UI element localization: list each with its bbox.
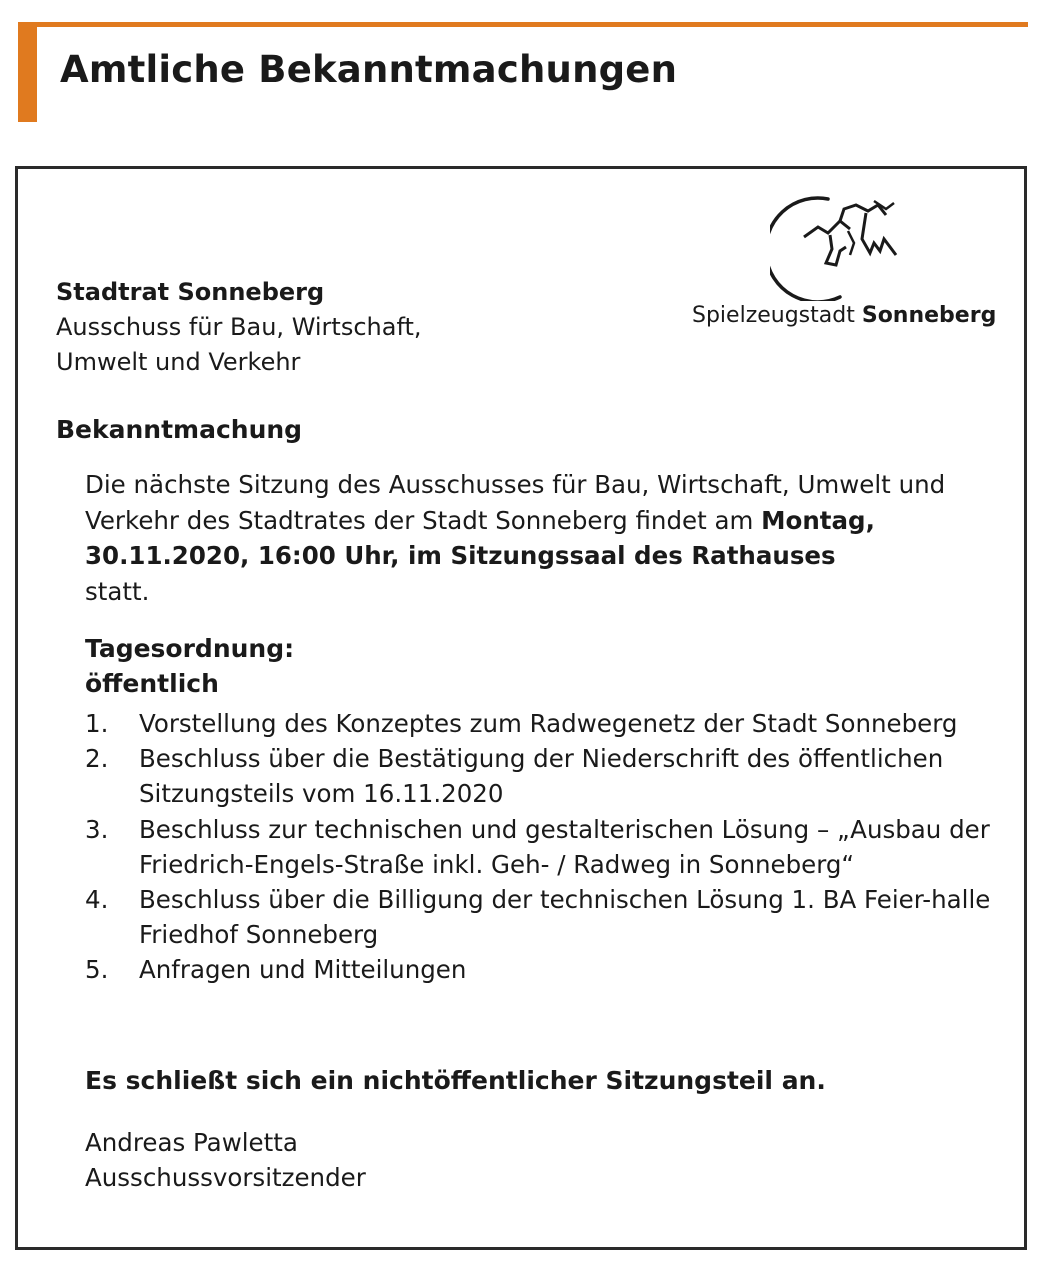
agenda-heading xyxy=(85,631,294,701)
logo-text-regular: Spielzeugstadt xyxy=(692,303,855,328)
signature-block xyxy=(85,1125,366,1195)
sender-block xyxy=(56,275,422,380)
notice-intro xyxy=(85,467,985,609)
header-accent-line xyxy=(18,22,1028,27)
sender-committee-line-1: Ausschuss für Bau, Wirtschaft, xyxy=(56,313,422,341)
intro-text: Die nächste Sitzung des Ausschusses für Bau, Wirtschaft, Umwelt und Verkehr des Stadtrates der Stadt Sonneberg findet am xyxy=(85,470,946,535)
logo-wordmark xyxy=(692,303,996,328)
closing-statement: Es schließt sich ein nichtöffentlicher Sitzungsteil an. xyxy=(85,1066,826,1095)
agenda-item-number: 3. xyxy=(85,814,109,844)
agenda-item xyxy=(85,741,1015,811)
agenda-list xyxy=(85,706,1015,988)
agenda-item-text: Anfragen und Mitteilungen xyxy=(139,955,467,985)
logo-text-bold: Sonneberg xyxy=(861,303,997,328)
agenda-subtitle: öffentlich xyxy=(85,669,219,698)
meeting-date-location: Montag, 30.11.2020, 16:00 Uhr, im Sitzungssaal des Rathauses xyxy=(85,505,875,570)
agenda-item-text: Beschluss zur technischen und gestalterischen Lösung – „Ausbau der Friedrich-Engels-Straße inkl. Geh- / Radweg in Sonneberg“ xyxy=(139,814,990,879)
agenda-item xyxy=(85,882,1015,952)
agenda-item-text: Beschluss über die Billigung der technischen Lösung 1. BA Feier-halle Friedhof Sonneberg xyxy=(139,885,991,950)
signature-role: Ausschussvorsitzender xyxy=(85,1163,366,1192)
sender-name: Stadtrat Sonneberg xyxy=(56,278,325,306)
agenda-item xyxy=(85,952,1015,987)
agenda-item-number: 1. xyxy=(85,709,109,738)
agenda-item-number: 5. xyxy=(85,955,109,985)
header-accent-bar xyxy=(18,22,37,122)
page-title: Amtliche Bekanntmachungen xyxy=(60,48,678,91)
notice-heading: Bekanntmachung xyxy=(56,415,303,444)
agenda-item-text: Vorstellung des Konzeptes zum Radwegenetz der Stadt Sonneberg xyxy=(139,709,958,738)
sender-committee-line-2: Umwelt und Verkehr xyxy=(56,348,301,376)
agenda-item-text: Beschluss über die Bestätigung der Niederschrift des öffentlichen Sitzungsteils vom 16.11.2020 xyxy=(139,744,944,809)
agenda-title: Tagesordnung: xyxy=(85,634,295,663)
agenda-item-number: 4. xyxy=(85,885,109,915)
agenda-item xyxy=(85,706,1015,741)
signature-name: Andreas Pawletta xyxy=(85,1128,298,1157)
notice-box xyxy=(15,166,1027,1250)
city-logo xyxy=(678,191,1008,341)
agenda-item-number: 2. xyxy=(85,744,109,774)
agenda-item xyxy=(85,812,1015,882)
spielzeugstadt-emblem-icon xyxy=(770,191,910,301)
intro-end: statt. xyxy=(85,576,150,606)
